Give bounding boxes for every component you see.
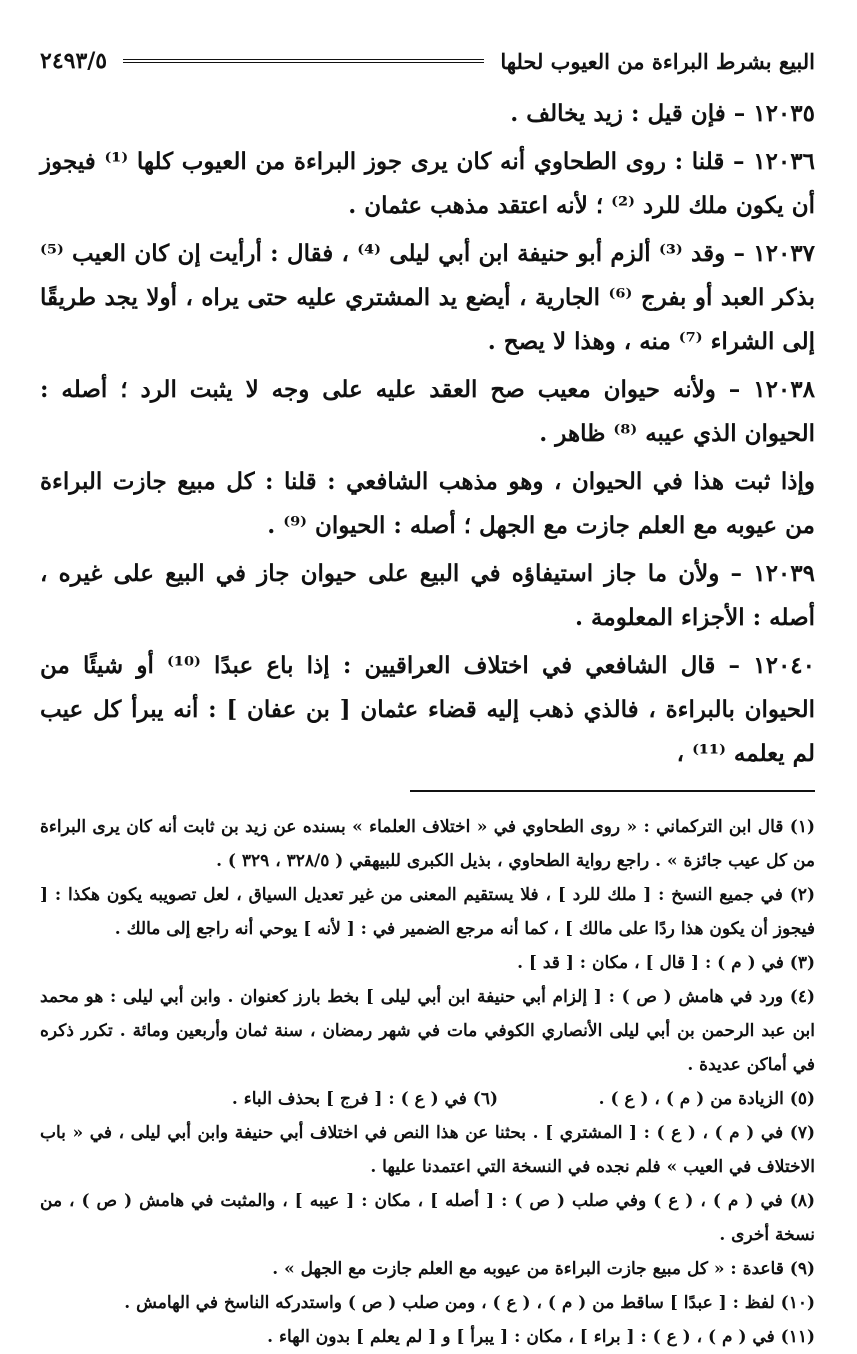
paragraph-number: ١٢٠٣٨: [753, 376, 815, 403]
page-number: ٢٤٩٣/٥: [40, 48, 108, 74]
paragraph: [40, 460, 815, 548]
footnote: (١١) في ( م ) ، ( ع ) : [ براء ] ، مكان : [ يبرأ ] و [ لم يعلم ] بدون الهاء .: [267, 1327, 815, 1347]
footnote: (١٠) لفظ : [ عبدًا ] ساقط من ( م ) ، ( ع ) ، ومن صلب ( ص ) واستدركه الناسخ في الهامش .: [124, 1293, 815, 1313]
footnote: (٨) في ( م ) ، ( ع ) وفي صلب ( ص ) : [ أصله ] ، مكان : [ عيبه ] ، والمثبت في هامش ( ص ) ، من نسخة أخرى .: [40, 1191, 815, 1245]
footnote: (٥) الزيادة من ( م ) ، ( ع ) . (٦) في ( ع ) : [ فرج ] بحذف الباء .: [231, 1089, 815, 1109]
paragraph-text: – ولأنه حيوان معيب صح العقد عليه على وجه لا يثبت الرد ؛ أصله : الحيوان الذي عيبه ⁽⁸⁾ ظاهر .: [40, 376, 815, 447]
footnote: (٩) قاعدة : « كل مبيع جازت البراءة من عيوبه مع العلم جازت مع الجهل » .: [272, 1259, 815, 1279]
paragraph: [40, 552, 815, 640]
paragraph: [40, 92, 815, 136]
footnote: (١) قال ابن التركماني : « روى الطحاوي في « اختلاف العلماء » بسنده عن زيد بن ثابت أنه كان يرى البراءة من كل عيب جائزة » . راجع رواية الطحاوي ، بذيل الكبرى للبيهقي ( ٣٢٨/٥ ، ٣٢٩ ) .: [40, 817, 815, 871]
footnote-divider: [410, 790, 815, 792]
footnote: (٧) في ( م ) ، ( ع ) : [ المشتري ] . بحثنا عن هذا النص في اختلاف أبي حنيفة وابن أبي ليلى ، في « باب الاختلاف في العيب » فلم نجده في النسخة التي اعتمدنا عليها .: [40, 1123, 815, 1177]
page-header: [40, 38, 815, 84]
footnote: (٤) ورد في هامش ( ص ) : [ إلزام أبي حنيفة ابن أبي ليلى ] بخط بارز كعنوان . وابن أبي ليلى : هو محمد ابن عبد الرحمن بن أبي ليلى الأنصاري الكوفي مات في شهر رمضان ، سنة ثمان وأربعين ومائة . تكرر ذكره في أماكن عديدة .: [40, 987, 815, 1075]
footnote: (٢) في جميع النسخ : [ ملك للرد ] ، فلا يستقيم المعنى من غير تعديل السياق ، لعل تصويبه يكون هكذا : [ فيجوز أن يكون هذا ردًا على مالك ] ، كما أنه مرجع الضمير في : [ لأنه ] يوحي أنه راجع إلى مالك .: [40, 885, 815, 939]
paragraph-number: ١٢٠٤٠: [753, 652, 816, 679]
paragraph-text: وإذا ثبت هذا في الحيوان ، وهو مذهب الشافعي : قلنا : كل مبيع جازت البراءة من عيوبه مع العلم جازت مع الجهل ؛ أصله : الحيوان ⁽⁹⁾ .: [40, 468, 815, 539]
footnotes: [40, 810, 815, 1354]
paragraph-number: ١٢٠٣٩: [753, 560, 815, 587]
paragraph: [40, 644, 815, 776]
paragraph-number: ١٢٠٣٥: [753, 100, 815, 127]
paragraph-text: – فإن قيل : زيد يخالف .: [510, 100, 754, 127]
running-title: البيع بشرط البراءة من العيوب لحلها: [500, 48, 815, 74]
paragraph: [40, 368, 815, 456]
paragraph: [40, 140, 815, 228]
paragraph-text: – وقد ⁽³⁾ ألزم أبو حنيفة ابن أبي ليلى ⁽⁴⁾ ، فقال : أرأيت إن كان العيب ⁽⁵⁾ بذكر العبد أو بفرج ⁽⁶⁾ الجارية ، أيضع يد المشتري عليه حتى يراه ، أولا يجد طريقًا إلى الشراء ⁽⁷⁾ منه ، وهذا لا يصح .: [40, 240, 816, 355]
paragraph-text: – قال الشافعي في اختلاف العراقيين : إذا باع عبدًا ⁽¹⁰⁾ أو شيئًا من الحيوان بالبراءة ، فالذي ذهب إليه قضاء عثمان [ بن عفان ] : أنه يبرأ كل عيب لم يعلمه ⁽¹¹⁾ ،: [40, 652, 815, 767]
paragraph-text: – ولأن ما جاز استيفاؤه في البيع على حيوان جاز في البيع على غيره ، أصله : الأجزاء المعلومة .: [40, 560, 815, 631]
footnote: (٣) في ( م ) : [ قال ] ، مكان : [ قد ] .: [517, 953, 815, 973]
paragraph: [40, 232, 815, 364]
main-text: [40, 92, 815, 776]
header-rule: [123, 59, 484, 63]
paragraph-text: – قلنا : روى الطحاوي أنه كان يرى جوز البراءة من العيوب كلها ⁽¹⁾ فيجوز أن يكون ملك للرد ⁽²⁾ ؛ لأنه اعتقد مذهب عثمان .: [40, 148, 815, 219]
paragraph-number: ١٢٠٣٦: [753, 148, 815, 175]
paragraph-number: ١٢٠٣٧: [753, 240, 816, 267]
